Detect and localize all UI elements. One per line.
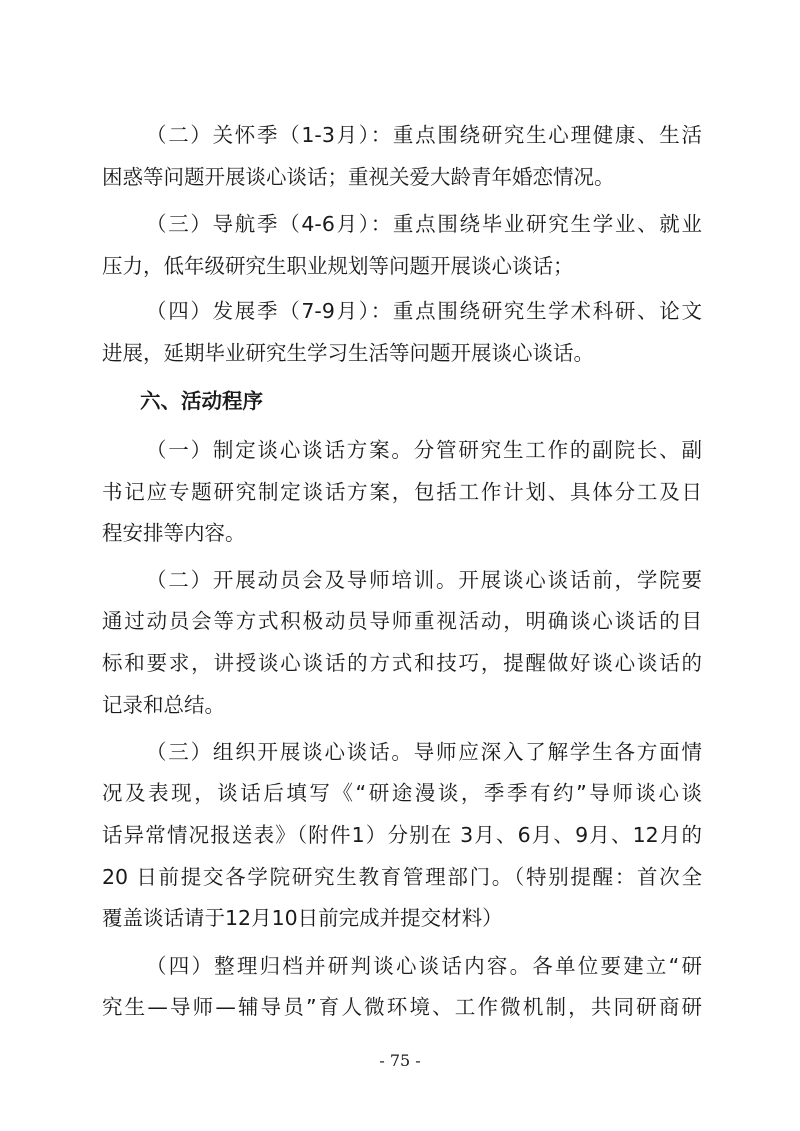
paragraph-line: 标和要求，讲授谈心谈话的方式和技巧，提醒做好谈心谈话的 (102, 651, 702, 675)
paragraph-line: （三）组织开展谈心谈话。导师应深入了解学生各方面情 (146, 740, 702, 764)
paragraph-line: 程安排等内容。 (102, 521, 246, 545)
section-heading: 六、活动程序 (140, 389, 263, 413)
paragraph-line: 究生—导师—辅导员”育人微环境、工作微机制，共同研商研 (102, 995, 702, 1019)
paragraph-line: 困惑等问题开展谈心谈话；重视关爱大龄青年婚恋情况。 (102, 165, 615, 189)
paragraph-line: 话异常情况报送表》（附件1）分别在 3月、6月、9月、12月的 (102, 823, 702, 847)
paragraph-line: 压力，低年级研究生职业规划等问题开展谈心谈话； (102, 254, 574, 278)
paragraph-line: 通过动员会等方式积极动员导师重视活动，明确谈心谈话的目 (102, 609, 702, 633)
paragraph-line: （二）关怀季（1-3月）：重点围绕研究生心理健康、生活 (146, 123, 702, 147)
paragraph-line: 书记应专题研究制定谈话方案，包括工作计划、具体分工及日 (102, 480, 702, 504)
paragraph-line: （四）发展季（7-9月）：重点围绕研究生学术科研、论文 (146, 299, 702, 323)
paragraph-line: 20 日前提交各学院研究生教育管理部门。（特别提醒：首次全 (102, 865, 702, 889)
paragraph-line: 况及表现，谈话后填写《“研途漫谈，季季有约”导师谈心谈 (102, 781, 702, 805)
paragraph-line: 覆盖谈话请于12月10日前完成并提交材料） (102, 906, 503, 930)
paragraph-line: 进展，延期毕业研究生学习生活等问题开展谈心谈话。 (102, 341, 594, 365)
paragraph-line: （三）导航季（4-6月）：重点围绕毕业研究生学业、就业 (146, 212, 702, 236)
page-number: - 75 - (379, 1051, 421, 1070)
paragraph-line: （二）开展动员会及导师培训。开展谈心谈话前，学院要 (146, 568, 702, 592)
paragraph-line: 记录和总结。 (102, 693, 225, 717)
paragraph-line: （四）整理归档并研判谈心谈话内容。各单位要建立“研 (146, 954, 702, 978)
paragraph-line: （一）制定谈心谈话方案。分管研究生工作的副院长、副 (146, 438, 702, 462)
